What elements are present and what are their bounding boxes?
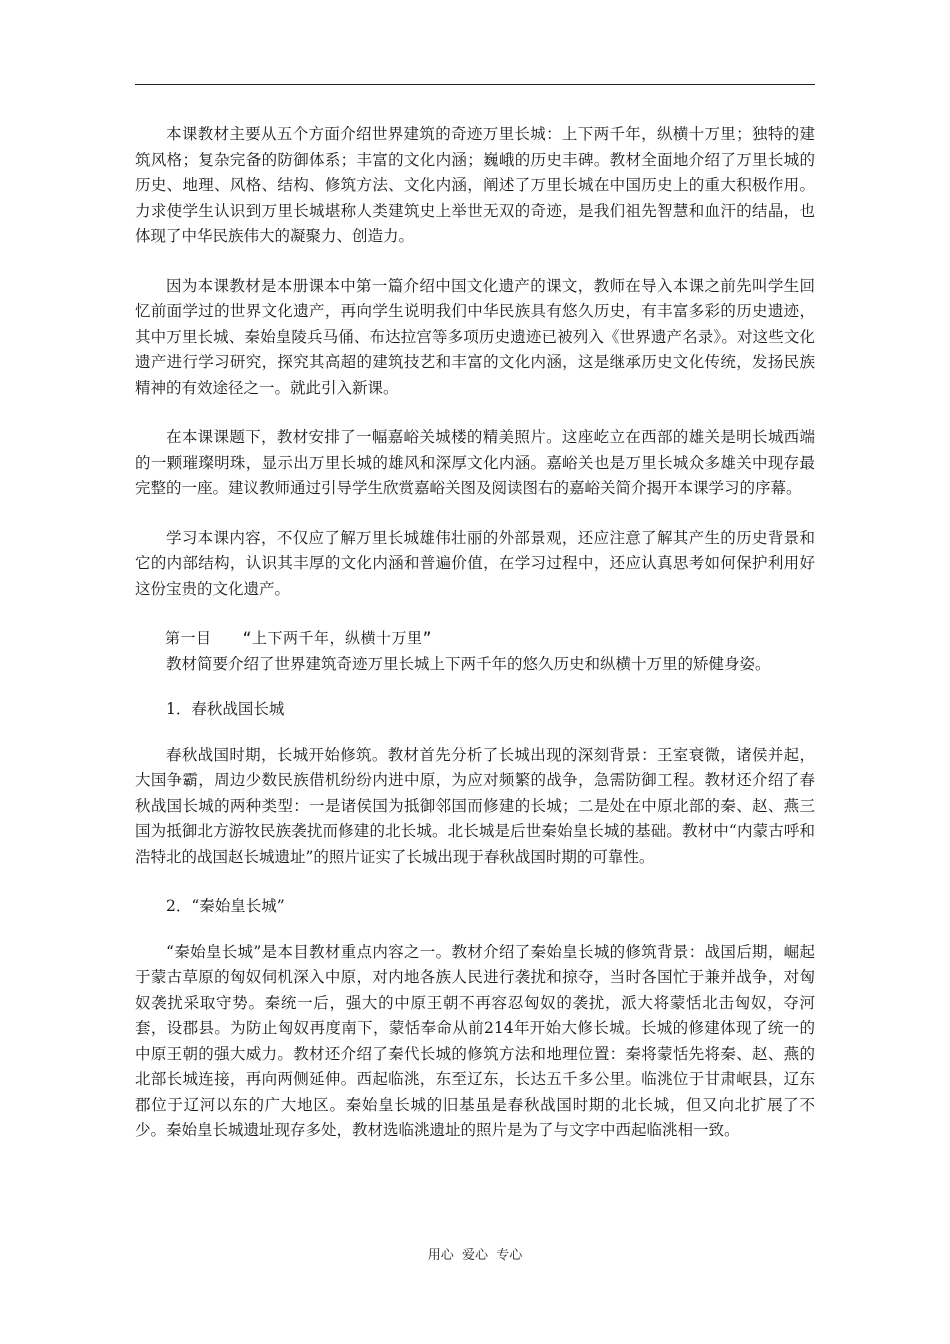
page-footer: 用心 爱心 专心 (427, 1248, 523, 1263)
paragraph-qin-wall: “秦始皇长城”是本目教材重点内容之一。教材介绍了秦始皇长城的修筑背景：战国后期，崛起于蒙古草原的匈奴伺机深入中原，对内地各族人民进行袭扰和掠夺，当时各国忙于兼并战争，对匈奴袭扰采取守势。秦统一后，强大的中原王朝不再容忍匈奴的袭扰，派大将蒙恬北击匈奴，夺河套，设郡县。为防止匈奴再度南下，蒙恬奉命从前214年开始大修长城。长城的修建体现了统一的中原王朝的强大威力。教材还介绍了秦代长城的修筑方法和地理位置：秦将蒙恬先将秦、赵、燕的北部长城连接，再向两侧延伸。西起临洮，东至辽东，长达五千多公里。临洮位于甘肃岷县，辽东郡位于辽河以东的广大地区。秦始皇长城的旧基虽是春秋战国时期的北长城，但又向北扩展了不少。秦始皇长城遗址现存多处，教材选临洮遗址的照片是为了与文字中西起临洮相一致。 (135, 942, 815, 1139)
item-heading-2: 2．“秦始皇长城” (166, 897, 285, 915)
document-body (135, 122, 815, 1144)
paragraph-section-summary: 教材简要介绍了世界建筑奇迹万里长城上下两千年的悠久历史和纵横十万里的矫健身姿。 (166, 654, 771, 673)
paragraph-intro: 本课教材主要从五个方面介绍世界建筑的奇迹万里长城：上下两千年，纵横十万里；独特的建筑风格；复杂完备的防御体系；丰富的文化内涵；巍峨的历史丰碑。教材全面地介绍了万里长城的历史、地理、风格、结构、修筑方法、文化内涵，阐述了万里长城在中国历史上的重大积极作用。力求使学生认识到万里长城堪称人类建筑史上举世无双的奇迹，是我们祖先智慧和血汗的结晶，也体现了中华民族伟大的凝聚力、创造力。 (135, 125, 815, 245)
paragraph-jiayuguan: 在本课课题下，教材安排了一幅嘉峪关城楼的精美照片。这座屹立在西部的雄关是明长城西端的一颗璀璨明珠，显示出万里长城的雄风和深厚文化内涵。嘉峪关也是万里长城众多雄关中现存最完整的一座。建议教师通过引导学生欣赏嘉峪关图及阅读图右的嘉峪关简介揭开本课学习的序幕。 (135, 428, 815, 497)
paragraph-lead-in: 因为本课教材是本册课本中第一篇介绍中国文化遗产的课文，教师在导入本课之前先叫学生回忆前面学过的世界文化遗产，再向学生说明我们中华民族具有悠久历史，有丰富多彩的历史遗迹，其中万里长城、秦始皇陵兵马俑、布达拉宫等多项历史遗迹已被列入《世界遗产名录》。对这些文化遗产进行学习研究，探究其高超的建筑技艺和丰富的文化内涵，这是继承历史文化传统，发扬民族精神的有效途径之一。就此引入新课。 (135, 276, 815, 397)
item-heading-1: 1．春秋战国长城 (166, 700, 285, 718)
section-heading-1: 第一目 “上下两千年，纵横十万里” (165, 629, 433, 647)
paragraph-study-goals: 学习本课内容，不仅应了解万里长城雄伟壮丽的外部景观，还应注意了解其产生的历史背景和它的内部结构，认识其丰厚的文化内涵和普遍价值，在学习过程中，还应认真思考如何保护利用好这份宝贵的文化遗产。 (135, 528, 815, 598)
paragraph-spring-autumn-walls: 春秋战国时期，长城开始修筑。教材首先分析了长城出现的深刻背景：王室衰微，诸侯并起，大国争霸，周边少数民族借机纷纷内进中原，为应对频繁的战争，急需防御工程。教材还介绍了春秋战国长城的两种类型：一是诸侯国为抵御邻国而修建的长城；二是处在中原北部的秦、赵、燕三国为抵御北方游牧民族袭扰而修建的北长城。北长城是后世秦始皇长城的基础。教材中“内蒙古呼和浩特北的战国赵长城遗址”的照片证实了长城出现于春秋战国时期的可靠性。 (135, 745, 815, 866)
header-rule (135, 84, 815, 85)
